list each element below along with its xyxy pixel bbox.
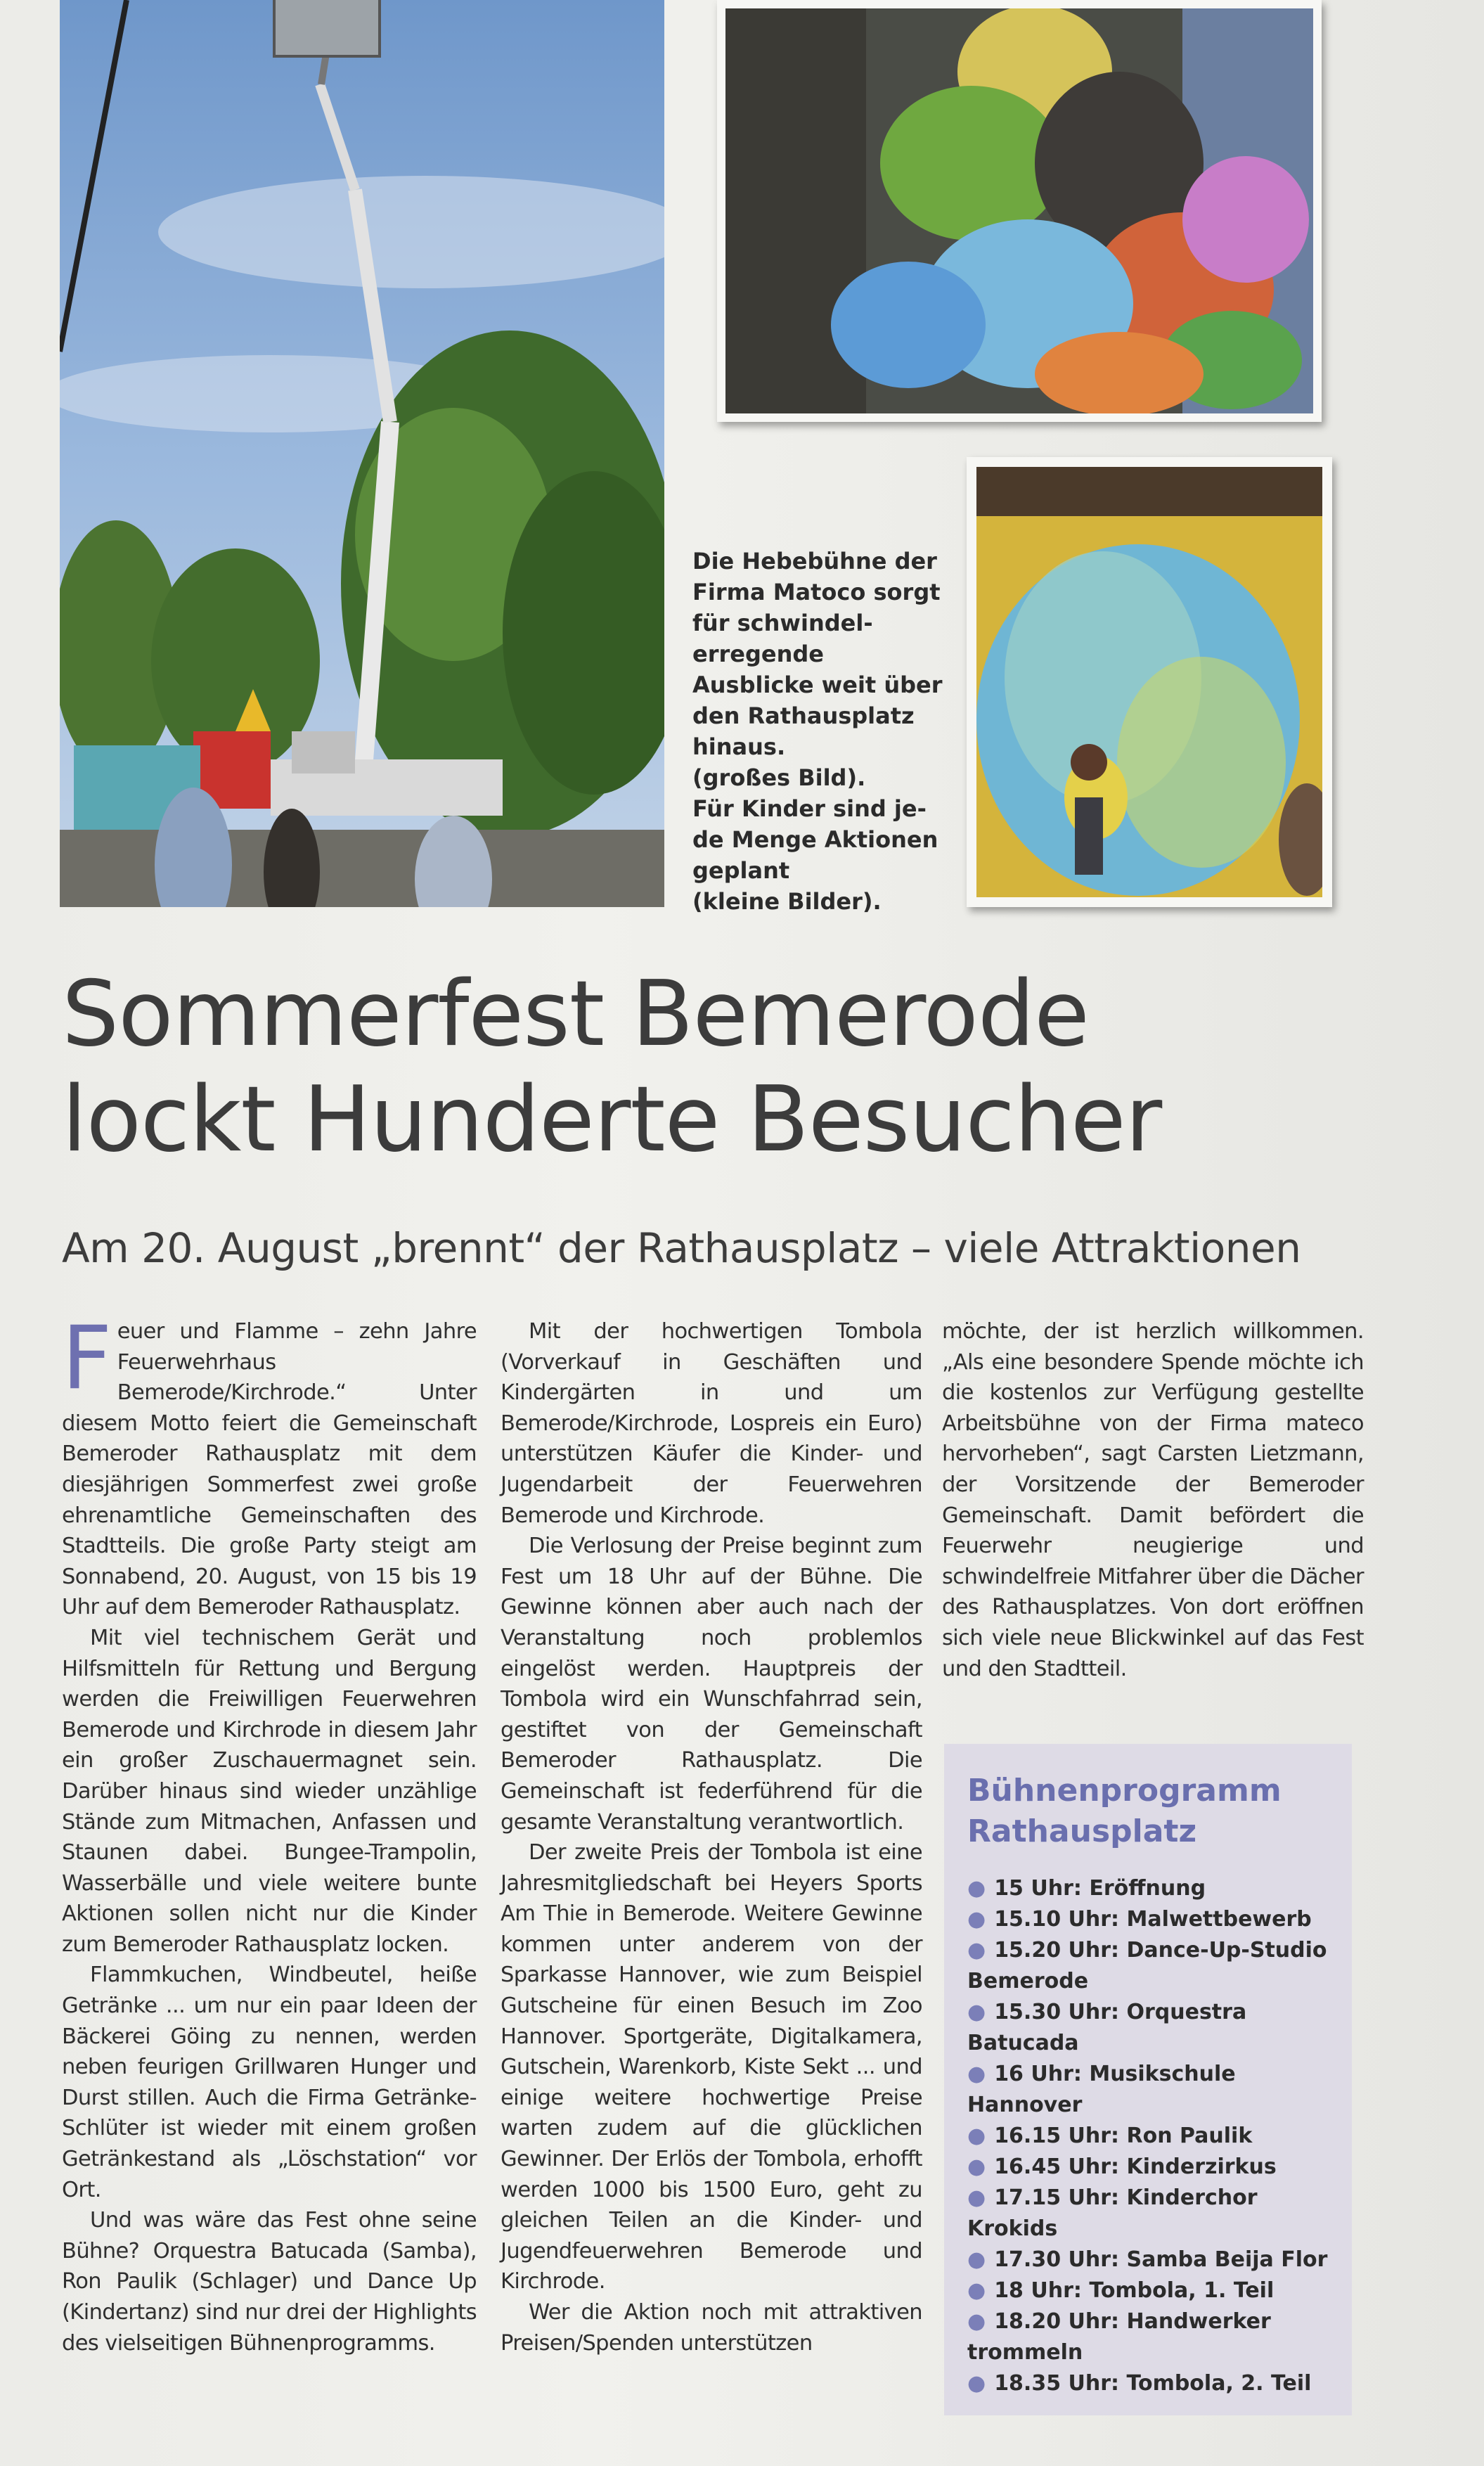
bullet-icon: ● [967, 2154, 986, 2179]
bullet-icon: ● [967, 2278, 986, 2303]
article-paragraph: Mit viel technischem Gerät und Hilfsmitteln für Rettung und Bergung werden die Freiwilligen Feuerwehren Bemerode und Kirchrode in diesem Jahr ein großer Zuschauermagnet sein. Darüber hinaus sind wieder unzählige Stände zum Mitmachen, Anfassen und Staunen dabei. Bungee-Trampolin, Wasserbälle und viele weitere bunte Aktionen sollen nicht nur die Kinder zum Bemeroder Rathausplatz locken. [62, 1625, 477, 1957]
program-item: ● 15 Uhr: Eröffnung [967, 1876, 1206, 1901]
article-paragraph: Wer die Aktion noch mit attraktiven Preisen/Spenden unterstützen [501, 2300, 922, 2356]
article-paragraph: Der zweite Preis der Tombola ist eine Jahresmitgliedschaft bei Heyers Sports Am Thie in Bemerode. Weitere Gewinne kommen unter anderem von der Sparkasse Hannover, wie zum Beispiel Gutscheine für einen Besuch im Zoo Hannover. Sportgeräte, Digitalkamera, Gutschein, Warenkorb, Kiste Sekt ... und einige weitere hochwertige Preise warten zudem auf die glücklichen Gewinner. Der Erlös der Tombola, erhofft werden 1000 bis 1500 Euro, geht zu gleichen Teilen an die Kinder- und Jugendfeuerwehren Bemerode und Kirchrode. [501, 1840, 922, 2294]
program-title: Bühnenprogramm Rathausplatz [967, 1773, 1282, 1849]
photo-water-ball [967, 457, 1332, 907]
drop-cap: F [62, 1308, 112, 1409]
bullet-icon: ● [967, 2062, 986, 2086]
bullet-icon: ● [967, 1907, 986, 1932]
bullet-icon: ● [967, 2000, 986, 2024]
program-item: ● 15.10 Uhr: Malwettbewerb [967, 1907, 1312, 1932]
stage-program-box [944, 1744, 1352, 2415]
program-item: ● 17.30 Uhr: Samba Beija Flor [967, 2247, 1328, 2272]
program-item: ● 18.35 Uhr: Tombola, 2. Teil [967, 2371, 1312, 2396]
bullet-icon: ● [967, 2247, 986, 2272]
headline [62, 962, 1433, 1173]
program-item: ● 15.20 Uhr: Dance-Up-Studio Bemerode [967, 1938, 1327, 1993]
photo-balloons [717, 0, 1322, 422]
bullet-icon: ● [967, 2185, 986, 2210]
article-paragraph: Die Verlosung der Preise beginnt zum Fest um 18 Uhr auf der Bühne. Die Gewinne können aber auch nach der Veranstaltung noch problemlos eingelöst werden. Hauptpreis der Tombola wird ein Wunschfahrrad sein, gestiftet von der Gemeinschaft Bemeroder Rathausplatz. Die Gemeinschaft ist federführend für die gesamte Veranstaltung verantwortlich. [501, 1534, 922, 1835]
photo-aerial-platform [60, 0, 664, 907]
program-item: ● 16.15 Uhr: Ron Paulik [967, 2124, 1253, 2148]
article-paragraph: Und was wäre das Fest ohne seine Bühne? Orquestra Batucada (Samba), Ron Paulik (Schlager) und Dance Up (Kindertanz) sind nur drei der Highlights des vielseitigen Bühnenprogramms. [62, 2208, 477, 2356]
bullet-icon: ● [967, 2124, 986, 2148]
headline-line-2: lockt Hunderte Besucher [62, 1067, 1162, 1172]
program-item: ● 18.20 Uhr: Handwerker trommeln [967, 2309, 1271, 2365]
article-paragraph [62, 1308, 477, 1623]
article-column-1 [62, 1308, 477, 2358]
headline-line-1: Sommerfest Bemerode [62, 962, 1089, 1067]
article-paragraph: Flammkuchen, Windbeutel, heiße Getränke ... um nur ein paar Ideen der Bäckerei Göing zu nennen, werden neben feurigen Grillwaren Hunger und Durst stillen. Auch die Firma Getränke-Schlüter ist wieder mit einem großen Getränkestand als „Löschstation“ vor Ort. [62, 1963, 477, 2202]
bullet-icon: ● [967, 1938, 986, 1963]
bullet-icon: ● [967, 2371, 986, 2396]
article-column-3 [942, 1316, 1364, 1684]
bullet-icon: ● [967, 2309, 986, 2334]
program-item: ● 16.45 Uhr: Kinderzirkus [967, 2154, 1277, 2179]
article-paragraph: möchte, der ist herzlich willkommen. „Als eine besondere Spende möchte ich die kostenlos zur Verfügung gestellte Arbeitsbühne von der Firma mateco hervorheben“, sagt Carsten Lietzmann, der Vorsitzende der Bemeroder Gemeinschaft. Damit befördert die Feuerwehr neugierige und schwindelfreie Mitfahrer über die Dächer des Rathausplatzes. Von dort eröffnen sich viele neue Blickwinkel auf das Fest und den Stadtteil. [942, 1319, 1364, 1681]
program-item: ● 15.30 Uhr: Orquestra Batucada [967, 2000, 1247, 2055]
paragraph-text: euer und Flamme – zehn Jahre Feuerwehrhaus Bemerode/Kirchrode.“ Unter diesem Motto feiert die Gemeinschaft Bemeroder Rathausplatz mit dem diesjährigen Sommerfest zwei große ehrenamtliche Gemeinschaften des Stadtteils. Die große Party steigt am Sonnabend, 20. August, von 15 bis 19 Uhr auf dem Bemeroder Rathausplatz. [62, 1319, 477, 1620]
program-list [967, 1873, 1338, 2399]
program-item: ● 16 Uhr: Musikschule Hannover [967, 2062, 1236, 2117]
photo-caption: Die Hebebühne der Firma Matoco sorgt für schwindel- erregende Ausblicke weit über den Rathausplatz hinaus. (großes Bild). Für Kinder sind je- de Menge Aktionen geplant (kleine Bilder). [692, 548, 943, 915]
article-paragraph: Mit der hochwertigen Tombola (Vorverkauf in Geschäften und Kindergärten in und um Bemerode/Kirchrode, Lospreis ein Euro) unterstützen Käufer die Kinder- und Jugendarbeit der Feuerwehren Bemerode und Kirchrode. [501, 1319, 922, 1528]
bullet-icon: ● [967, 1876, 986, 1901]
program-item: ● 18 Uhr: Tombola, 1. Teil [967, 2278, 1275, 2303]
article-column-2 [501, 1316, 922, 2358]
program-item: ● 17.15 Uhr: Kinderchor Krokids [967, 2185, 1258, 2241]
subheadline: Am 20. August „brennt“ der Rathausplatz – viele Attraktionen [62, 1224, 1301, 1272]
